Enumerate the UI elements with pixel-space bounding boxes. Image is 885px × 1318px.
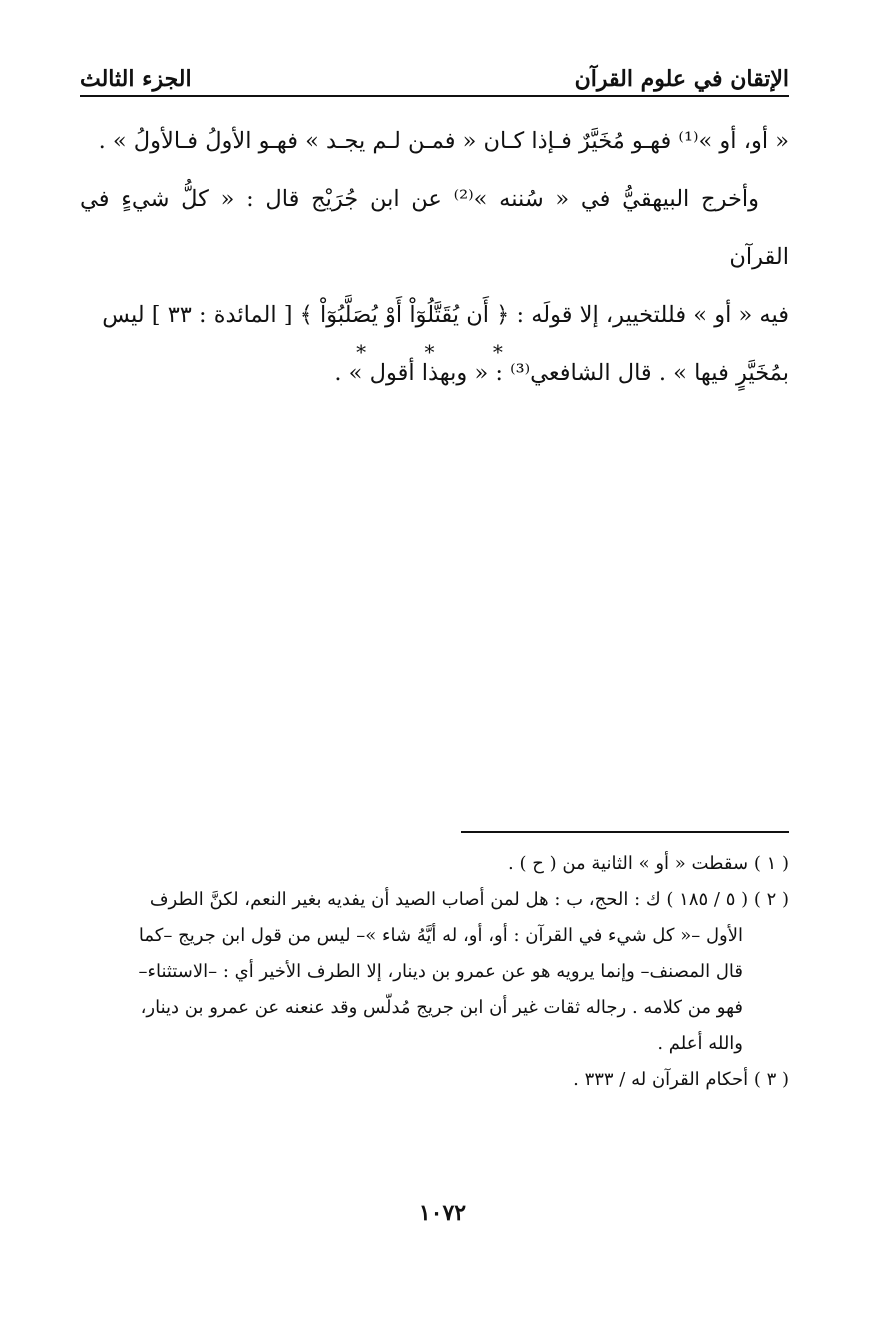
text-line: وأخرج البيهقيُّ في « سُننه »⁽²⁾ عن ابن جُرَيْج قال : « كلُّ شيءٍ في القرآن [80, 186, 789, 270]
footnote-2: ( ٢ ) ( ٥ / ١٨٥ ) ك : الحج، ب : هل لمن أصاب الصيد أن يفديه بغير النعم، لكنَّ الطرف [149, 889, 789, 910]
page-number: ١٠٧٢ [418, 1200, 467, 1226]
section-separator: * * * [356, 340, 529, 364]
text-line: بمُخَيَّرٍ فيها » . قال الشافعي⁽³⁾ : « وبهذا أقول » . [334, 360, 789, 386]
footnote-1: ( ١ ) سقطت « أو » الثانية من ( ح ) . [508, 853, 789, 874]
footnote-3: ( ٣ ) أحكام القرآن له / ٣٣٣ . [573, 1069, 789, 1090]
header-rule [80, 95, 789, 97]
footnote-2-continued: فهو من كلامه . رجاله ثقات غير أن ابن جريج مُدلّس وقد عنعنه عن عمرو بن دينار، [140, 997, 743, 1018]
footnote-2-continued: الأول –« كل شيء في القرآن : أو، أو، له أيَّهُ شاء »– ليس من قول ابن جريج –كما [138, 925, 743, 946]
footnotes [80, 846, 789, 1098]
running-header [80, 52, 789, 92]
footnote-rule [461, 831, 789, 833]
text-line: « أو، أو »⁽¹⁾ فهـو مُخَيَّرٌ فـإذا كـان « فمـن لـم يجـد » فهـو الأولُ فـالأولُ » . [98, 128, 789, 154]
book-title: الإتقان في علوم القرآن [574, 66, 789, 92]
volume-label: الجزء الثالث [80, 66, 192, 92]
footnote-2-continued: قال المصنف– وإنما يرويه هو عن عمرو بن دينار، إلا الطرف الأخير أي : –الاستثناء– [138, 961, 743, 982]
text-line: فيه « أو » فللتخيير، إلا قولَه : ﴿ أَن يُقَتَّلُوٓاْ أَوْ يُصَلَّبُوٓاْ ﴾ [ المائدة : ٣٣ ] ليس [102, 302, 789, 328]
footnote-2-continued: والله أعلم . [657, 1033, 743, 1054]
